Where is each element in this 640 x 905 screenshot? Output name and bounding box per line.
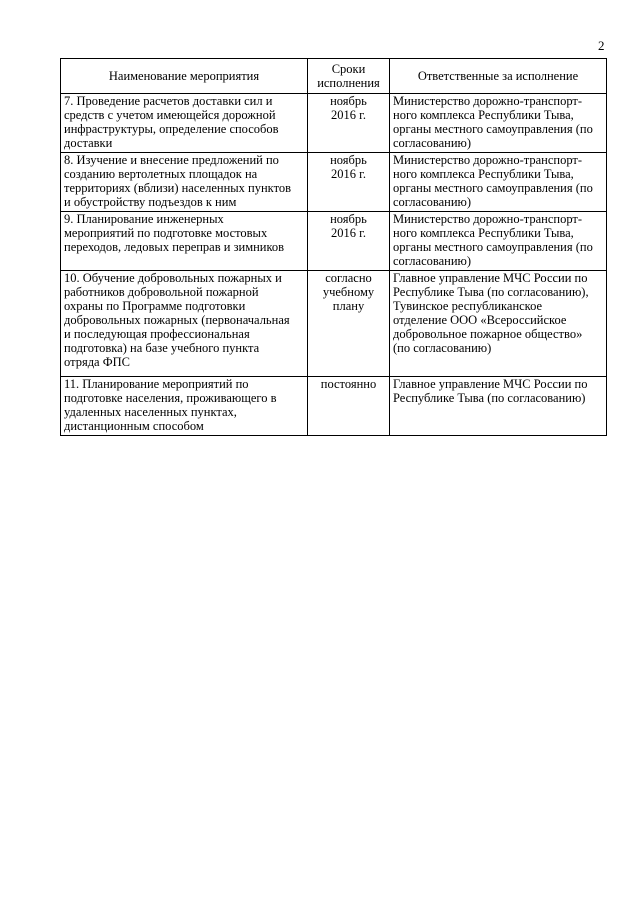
header-name: Наименование мероприятия	[61, 59, 308, 94]
measure-term-cell: постоянно	[308, 377, 390, 436]
table-row	[61, 271, 607, 377]
table-row	[61, 377, 607, 436]
table-row	[61, 94, 607, 153]
measure-responsible-cell: Главное управление МЧС России по Республике Тыва (по согласованию)	[390, 377, 607, 436]
measure-responsible-cell: Министерство дорожно-транспорт- ного комплекса Республики Тыва, органы местного самоуправления (по согласованию)	[390, 94, 607, 153]
table-row	[61, 153, 607, 212]
header-responsible: Ответственные за исполнение	[390, 59, 607, 94]
header-term: Сроки исполнения	[308, 59, 390, 94]
measure-name-cell: 7. Проведение расчетов доставки сил и средств с учетом имеющейся дорожной инфраструктуры, определение способов доставки	[61, 94, 308, 153]
measure-term-cell: ноябрь 2016 г.	[308, 153, 390, 212]
measures-table	[60, 58, 607, 436]
measure-name-cell: 8. Изучение и внесение предложений по созданию вертолетных площадок на территориях (вблизи) населенных пунктов и обустройству подъездов к ним	[61, 153, 308, 212]
measure-responsible-cell: Главное управление МЧС России по Республике Тыва (по согласованию), Тувинское республиканское отделение ООО «Всероссийское добровольное пожарное общество» (по согласованию)	[390, 271, 607, 377]
measure-responsible-cell: Министерство дорожно-транспорт- ного комплекса Республики Тыва, органы местного самоуправления (по согласованию)	[390, 212, 607, 271]
measure-name-cell: 9. Планирование инженерных мероприятий по подготовке мостовых переходов, ледовых переправ и зимников	[61, 212, 308, 271]
table-header-row	[61, 59, 607, 94]
measure-term-cell: согласно учебному плану	[308, 271, 390, 377]
page-number: 2	[598, 38, 605, 53]
measure-term-cell: ноябрь 2016 г.	[308, 94, 390, 153]
measure-name-cell: 11. Планирование мероприятий по подготовке населения, проживающего в удаленных населенных пунктах, дистанционным способом	[61, 377, 308, 436]
measure-term-cell: ноябрь 2016 г.	[308, 212, 390, 271]
measure-name-cell: 10. Обучение добровольных пожарных и работников добровольной пожарной охраны по Программе подготовки добровольных пожарных (первоначальная и последующая профессиональная подготовка) на базе учебного пункта отряда ФПС	[61, 271, 308, 377]
measure-responsible-cell: Министерство дорожно-транспорт- ного комплекса Республики Тыва, органы местного самоуправления (по согласованию)	[390, 153, 607, 212]
table-row	[61, 212, 607, 271]
